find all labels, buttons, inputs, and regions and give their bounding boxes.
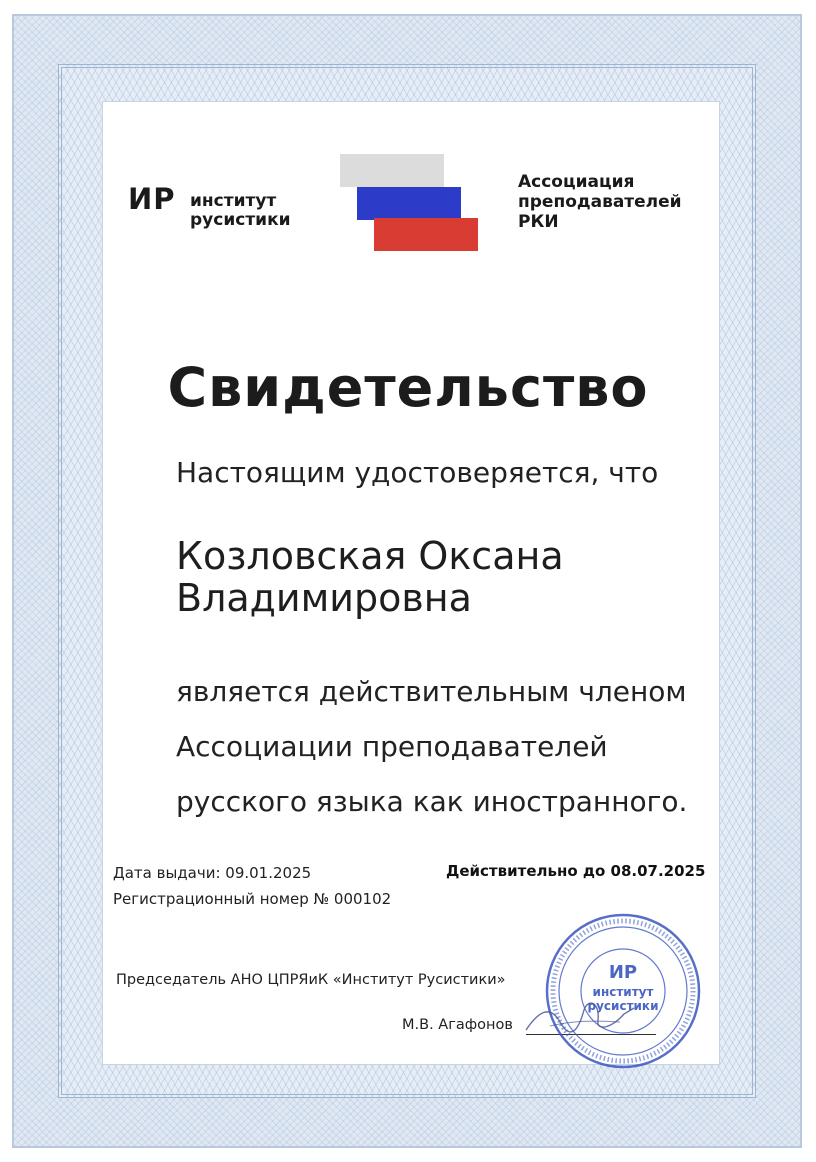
recipient-name-line-1: Козловская Оксана: [176, 534, 564, 578]
association-line-1: Ассоциация: [518, 172, 635, 192]
valid-until: Действительно до 08.07.2025: [446, 862, 706, 880]
stamp-center-line-3: русистики: [587, 999, 659, 1013]
official-stamp: [544, 912, 702, 1070]
issue-date: Дата выдачи: 09.01.2025: [113, 864, 312, 882]
association-line-3: РКИ: [518, 212, 559, 232]
body-line-1: является действительным членом: [176, 675, 687, 708]
registration-number: Регистрационный номер № 000102: [113, 890, 392, 908]
flag-blue-band: [357, 187, 461, 220]
certificate-title: Свидетельство: [167, 356, 649, 419]
institute-logo-text: [190, 192, 330, 230]
body-line-2: Ассоциации преподавателей: [176, 730, 608, 763]
institute-line-1: институт: [190, 191, 277, 211]
body-line-3: русского языка как иностранного.: [176, 785, 688, 818]
ir-logo: ИР: [128, 182, 176, 216]
institute-line-2: русистики: [190, 210, 291, 230]
recipient-name: [176, 535, 736, 619]
stamp-center-line-2: институт: [592, 985, 654, 999]
handwritten-signature: [520, 992, 640, 1042]
signer-name: М.В. Агафонов: [402, 1017, 513, 1033]
flag-red-band: [374, 218, 478, 251]
chairman-title: Председатель АНО ЦПРЯиК «Институт Русистики»: [116, 972, 506, 988]
stamp-center-line-1: ИР: [608, 962, 638, 983]
association-line-2: преподавателей: [518, 192, 682, 212]
flag-white-band: [340, 154, 444, 187]
certificate-intro: Настоящим удостоверяется, что: [176, 456, 659, 489]
association-logo-text: [518, 172, 718, 232]
recipient-name-line-2: Владимировна: [176, 576, 472, 620]
